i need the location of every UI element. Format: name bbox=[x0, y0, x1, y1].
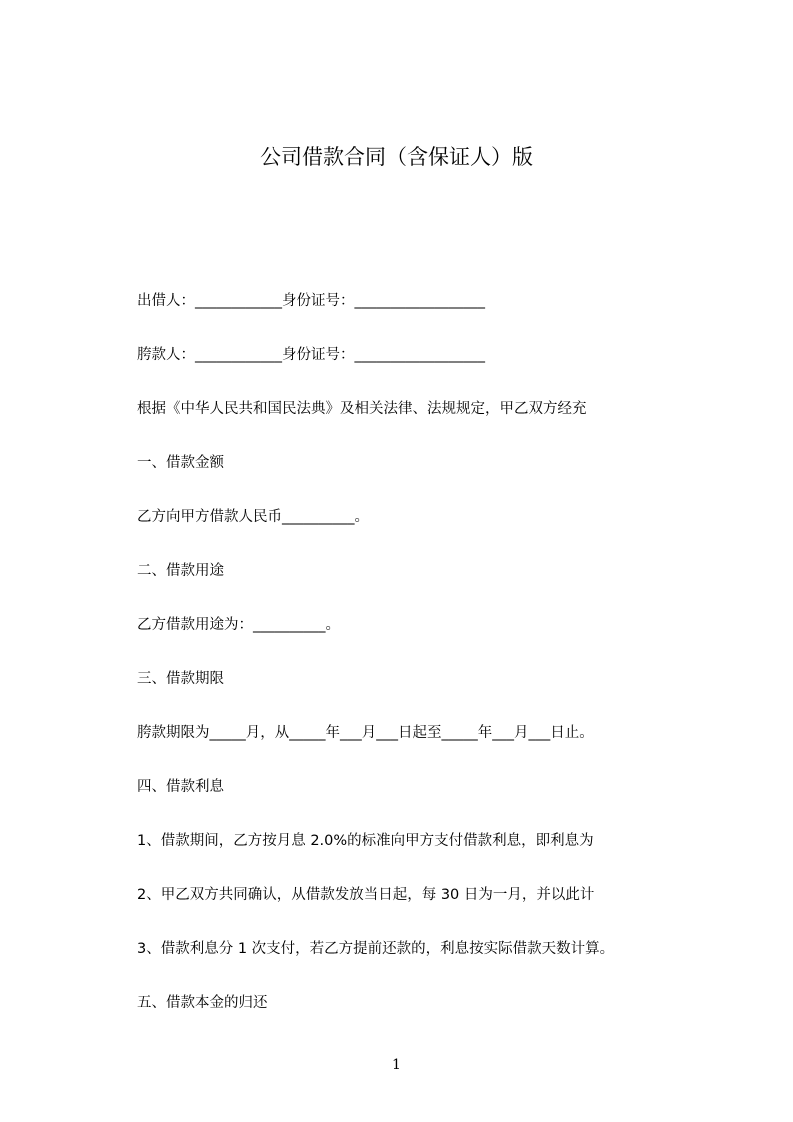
section-heading-amount: 一、借款金额 bbox=[137, 455, 224, 471]
borrower-line: 胯款人：____________身份证号：__________________ bbox=[137, 347, 485, 363]
interest-clause-2: 2、甲乙双方共同确认，从借款发放当日起，每 30 日为一月，并以此计 bbox=[137, 887, 595, 903]
term-clause: 胯款期限为_____月，从_____年___月___日起至_____年___月___日止。 bbox=[137, 725, 594, 741]
page-number: 1 bbox=[392, 1057, 401, 1073]
section-heading-interest: 四、借款利息 bbox=[137, 779, 224, 795]
amount-clause: 乙方向甲方借款人民币__________。 bbox=[137, 509, 369, 525]
section-heading-repayment: 五、借款本金的归还 bbox=[137, 995, 268, 1011]
purpose-clause: 乙方借款用途为：__________。 bbox=[137, 617, 340, 633]
lender-line: 出借人：____________身份证号：__________________ bbox=[137, 293, 485, 309]
section-heading-term: 三、借款期限 bbox=[137, 671, 224, 687]
interest-clause-3: 3、借款利息分 1 次支付，若乙方提前还款的，利息按实际借款天数计算。 bbox=[137, 941, 615, 957]
document-title: 公司借款合同（含保证人）版 bbox=[260, 145, 533, 169]
section-heading-purpose: 二、借款用途 bbox=[137, 563, 224, 579]
preamble-line: 根据《中华人民共和国民法典》及相关法律、法规规定，甲乙双方经充 bbox=[137, 401, 587, 417]
interest-clause-1: 1、借款期间，乙方按月息 2.0%的标准向甲方支付借款利息，即利息为 bbox=[137, 833, 594, 849]
